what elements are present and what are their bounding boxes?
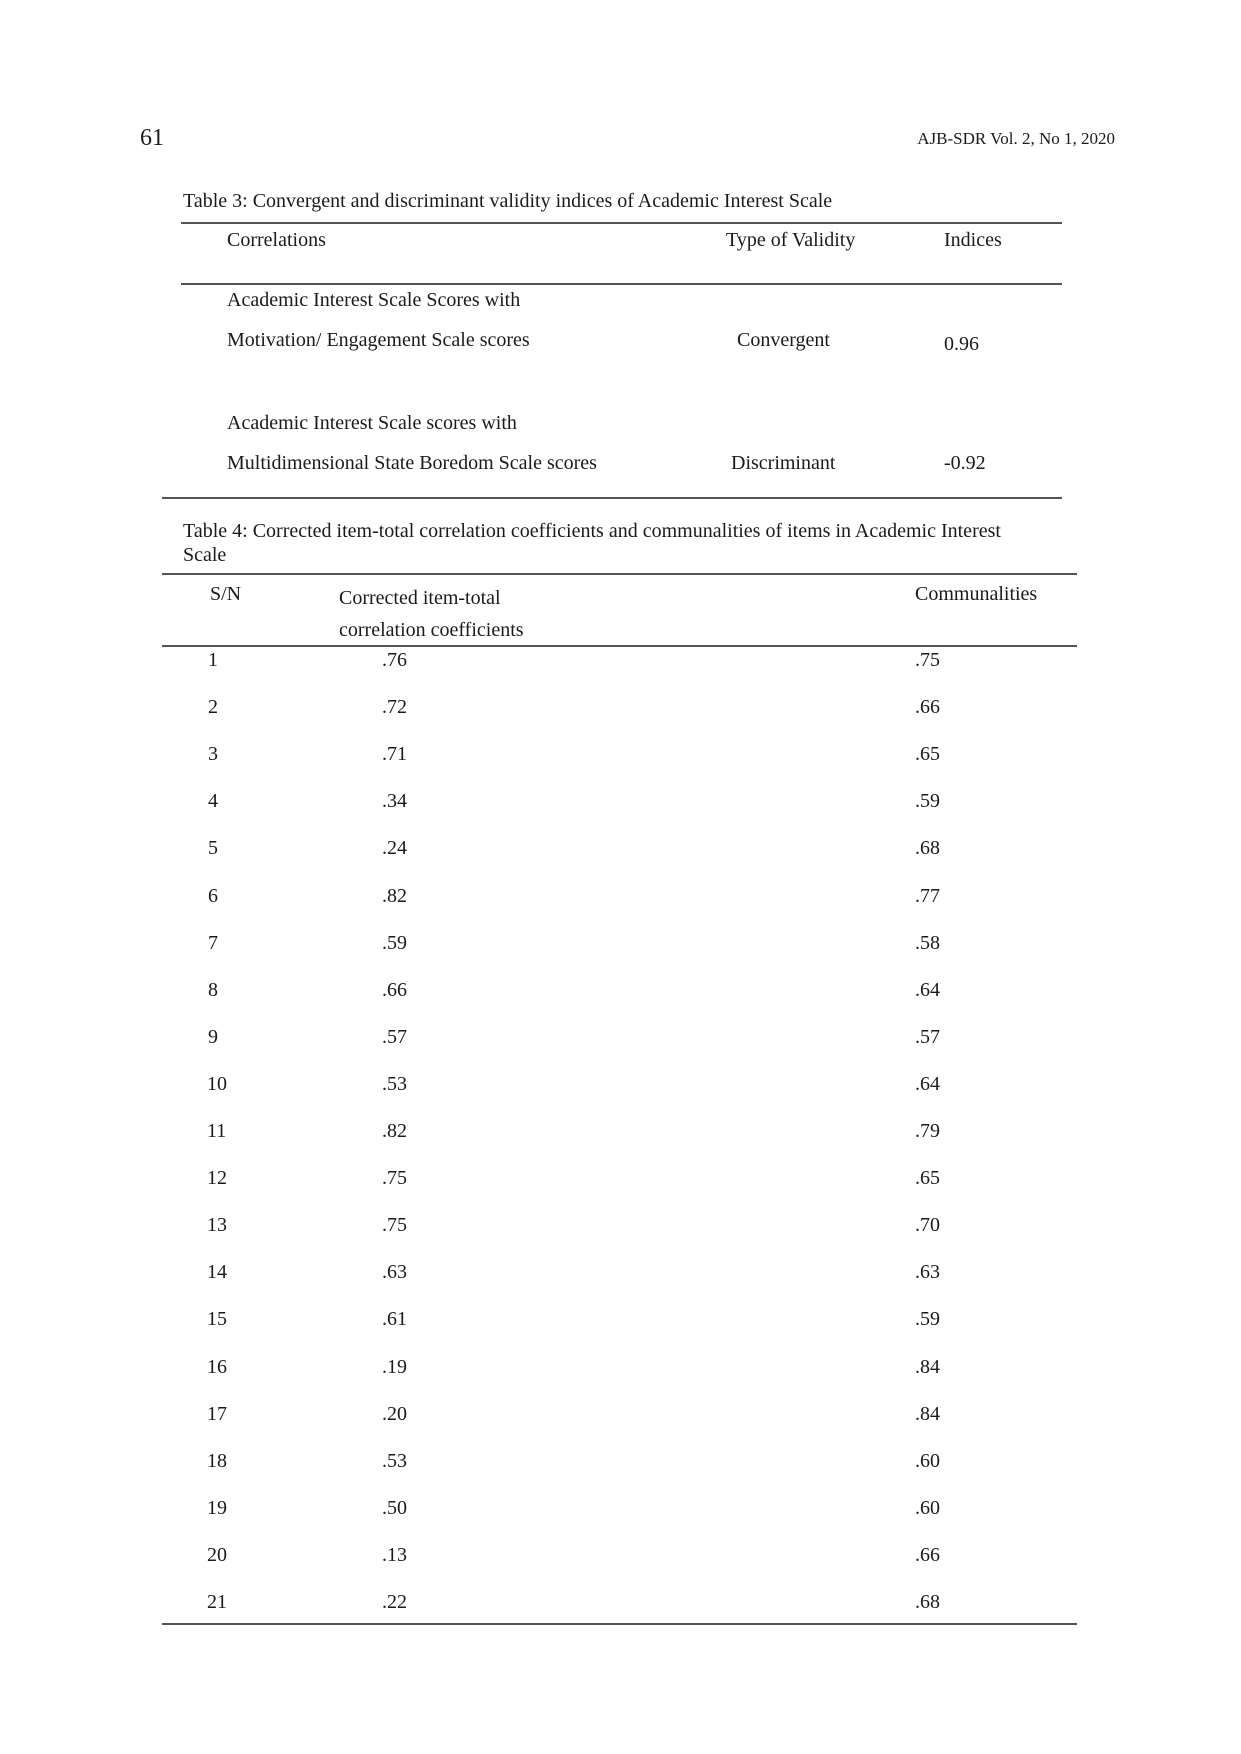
table-3-header-correlations: Correlations bbox=[227, 229, 326, 251]
table-4-cell-sn: 21 bbox=[207, 1591, 227, 1613]
table-4-cell-correlation: .34 bbox=[382, 790, 407, 812]
table-3-caption: Table 3: Convergent and discriminant validity indices of Academic Interest Scale bbox=[183, 190, 833, 212]
table-4-cell-correlation: .50 bbox=[382, 1497, 407, 1519]
table-4-cell-correlation: .24 bbox=[382, 837, 407, 859]
table-4-cell-communality: .68 bbox=[915, 1591, 940, 1613]
table-4-cell-communality: .77 bbox=[915, 885, 940, 907]
table-4-cell-sn: 19 bbox=[207, 1497, 227, 1519]
table-4-cell-correlation: .71 bbox=[382, 743, 407, 765]
table-3-header-indices: Indices bbox=[944, 229, 1002, 251]
table-4-cell-communality: .68 bbox=[915, 837, 940, 859]
table-3-row-2-type: Discriminant bbox=[731, 452, 836, 474]
table-4-cell-communality: .64 bbox=[915, 1073, 940, 1095]
table-4-cell-sn: 6 bbox=[208, 885, 218, 907]
table-4-cell-communality: .65 bbox=[915, 743, 940, 765]
table-4-cell-sn: 1 bbox=[208, 649, 218, 671]
table-4-bottom-rule bbox=[162, 1623, 1077, 1625]
table-4-cell-sn: 11 bbox=[207, 1120, 227, 1142]
table-4-cell-sn: 3 bbox=[208, 743, 218, 765]
table-4-header-correlation-line-2: correlation coefficients bbox=[339, 619, 524, 641]
table-4-cell-correlation: .20 bbox=[382, 1403, 407, 1425]
table-4-cell-communality: .66 bbox=[915, 696, 940, 718]
table-4-cell-correlation: .13 bbox=[382, 1544, 407, 1566]
table-4-cell-correlation: .82 bbox=[382, 1120, 407, 1142]
table-4-cell-sn: 2 bbox=[208, 696, 218, 718]
table-4-cell-communality: .59 bbox=[915, 790, 940, 812]
table-3-row-2-correlation-line-2: Multidimensional State Boredom Scale scores bbox=[227, 452, 597, 474]
table-4-cell-sn: 12 bbox=[207, 1167, 227, 1189]
table-4-cell-communality: .58 bbox=[915, 932, 940, 954]
table-4-cell-communality: .75 bbox=[915, 649, 940, 671]
table-4-header-correlation bbox=[339, 582, 524, 646]
table-4-caption: Table 4: Corrected item-total correlation coefficients and communalities of items in Academic Interest Scale bbox=[183, 520, 1001, 566]
table-4-cell-correlation: .63 bbox=[382, 1261, 407, 1283]
table-4-cell-correlation: .76 bbox=[382, 649, 407, 671]
table-4-cell-sn: 5 bbox=[208, 837, 218, 859]
table-4-cell-correlation: .59 bbox=[382, 932, 407, 954]
table-3-row-1-type: Convergent bbox=[737, 329, 830, 351]
table-4-cell-correlation: .61 bbox=[382, 1308, 407, 1330]
table-4-cell-communality: .64 bbox=[915, 979, 940, 1001]
table-4-cell-sn: 14 bbox=[207, 1261, 227, 1283]
table-4-cell-communality: .60 bbox=[915, 1497, 940, 1519]
table-4-header-communalities: Communalities bbox=[915, 583, 1038, 605]
table-4-cell-sn: 9 bbox=[208, 1026, 218, 1048]
table-4-header-rule bbox=[162, 645, 1077, 647]
table-4-cell-communality: .57 bbox=[915, 1026, 940, 1048]
table-4-cell-sn: 16 bbox=[207, 1356, 227, 1378]
table-4-cell-correlation: .82 bbox=[382, 885, 407, 907]
table-4-header-correlation-line-1: Corrected item-total bbox=[339, 587, 501, 609]
table-3-top-rule bbox=[181, 222, 1062, 224]
table-4-cell-communality: .60 bbox=[915, 1450, 940, 1472]
table-4-cell-correlation: .72 bbox=[382, 696, 407, 718]
table-4-cell-sn: 15 bbox=[207, 1308, 227, 1330]
table-4-cell-correlation: .75 bbox=[382, 1214, 407, 1236]
table-4-cell-communality: .59 bbox=[915, 1308, 940, 1330]
table-4-cell-sn: 4 bbox=[208, 790, 218, 812]
table-4-cell-sn: 17 bbox=[207, 1403, 227, 1425]
table-4-cell-sn: 13 bbox=[207, 1214, 227, 1236]
table-4-cell-sn: 10 bbox=[207, 1073, 227, 1095]
table-4-cell-communality: .84 bbox=[915, 1403, 940, 1425]
table-4-cell-sn: 20 bbox=[207, 1544, 227, 1566]
table-4-cell-correlation: .53 bbox=[382, 1073, 407, 1095]
table-4-cell-communality: .65 bbox=[915, 1167, 940, 1189]
table-4-header-sn: S/N bbox=[210, 583, 242, 605]
table-4-cell-sn: 18 bbox=[207, 1450, 227, 1472]
table-4-cell-correlation: .19 bbox=[382, 1356, 407, 1378]
table-3-row-1-index: 0.96 bbox=[944, 333, 979, 355]
table-4-cell-communality: .63 bbox=[915, 1261, 940, 1283]
table-4-cell-correlation: .66 bbox=[382, 979, 407, 1001]
table-3-row-1-correlation-line-2: Motivation/ Engagement Scale scores bbox=[227, 329, 530, 351]
table-4-cell-sn: 8 bbox=[208, 979, 218, 1001]
table-3-row-2-index: -0.92 bbox=[944, 452, 986, 474]
table-4-cell-sn: 7 bbox=[208, 932, 218, 954]
table-4-cell-communality: .70 bbox=[915, 1214, 940, 1236]
table-3-bottom-rule bbox=[162, 497, 1062, 499]
table-4-top-rule bbox=[162, 573, 1077, 575]
table-4-cell-correlation: .75 bbox=[382, 1167, 407, 1189]
table-4-cell-correlation: .22 bbox=[382, 1591, 407, 1613]
table-4-cell-communality: .79 bbox=[915, 1120, 940, 1142]
page-number: 61 bbox=[140, 125, 164, 151]
table-3-row-2-correlation-line-1: Academic Interest Scale scores with bbox=[227, 412, 517, 434]
running-header: AJB-SDR Vol. 2, No 1, 2020 bbox=[917, 129, 1115, 148]
table-4-cell-communality: .66 bbox=[915, 1544, 940, 1566]
table-4-cell-communality: .84 bbox=[915, 1356, 940, 1378]
table-4-cell-correlation: .57 bbox=[382, 1026, 407, 1048]
table-3-header-type: Type of Validity bbox=[726, 229, 856, 251]
table-3-header-rule bbox=[181, 283, 1062, 285]
table-3-row-1-correlation-line-1: Academic Interest Scale Scores with bbox=[227, 289, 521, 311]
table-4-cell-correlation: .53 bbox=[382, 1450, 407, 1472]
